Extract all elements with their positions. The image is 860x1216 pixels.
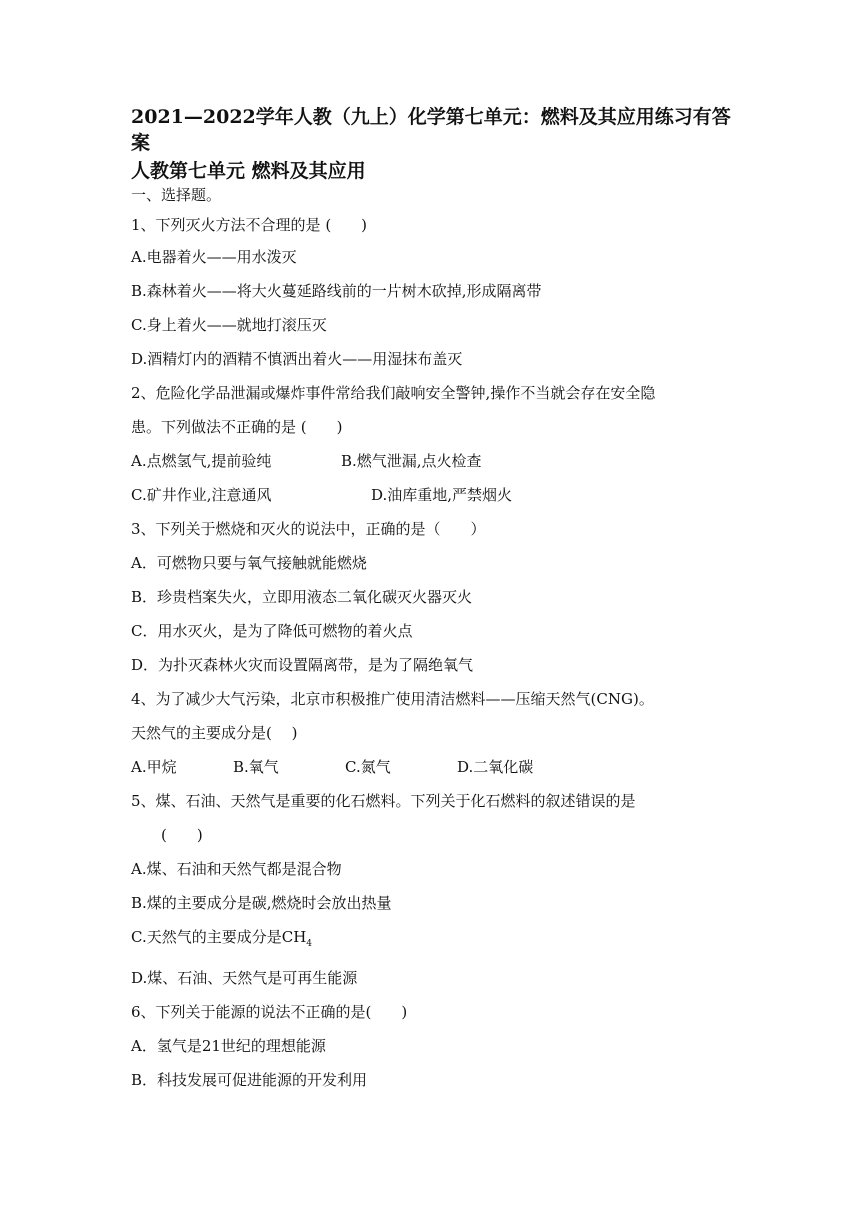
document-title: 2021—2022学年人教（九上）化学第七单元：燃料及其应用练习有答案 [131,106,731,154]
document-subtitle: 人教第七单元 燃料及其应用 [131,160,366,182]
question-3 [131,512,741,682]
option-c-text: C.天然气的主要成分是CH [131,928,307,946]
option-d: D．为扑灭森林火灾而设置隔离带，是为了隔绝氧气 [131,656,474,674]
option-a: A.煤、石油和天然气都是混合物 [131,860,342,878]
option-c: C.身上着火——就地打滚压灭 [131,316,327,334]
option-b: B.氧气 [233,758,279,776]
option-b: B.燃气泄漏,点火检查 [341,452,482,470]
question-stem-line-2: 患。下列做法不正确的是 ( ) [131,418,343,436]
question-4 [131,682,741,784]
question-5 [131,784,741,995]
option-d: D.煤、石油、天然气是可再生能源 [131,969,358,987]
question-2 [131,376,741,512]
option-d: D.酒精灯内的酒精不慎洒出着火——用湿抹布盖灭 [131,350,463,368]
question-stem: 6、下列关于能源的说法不正确的是( ) [131,1003,408,1021]
option-d: D.油库重地,严禁烟火 [371,486,513,504]
option-a: A.甲烷 [131,758,177,776]
section-heading: 一、选择题。 [131,186,222,204]
question-stem-line-1: 2、危险化学品泄漏或爆炸事件常给我们敲响安全警钟,操作不当就会存在安全隐 [131,384,656,402]
subscript-4: 4 [306,939,313,949]
option-b: B.煤的主要成分是碳,燃烧时会放出热量 [131,894,392,912]
option-b: B．科技发展可促进能源的开发利用 [131,1071,368,1089]
option-b: B.森林着火——将大火蔓延路线前的一片树木砍掉,形成隔离带 [131,282,542,300]
option-b: B．珍贵档案失火，立即用液态二氧化碳灭火器灭火 [131,588,473,606]
question-stem: 1、下列灭火方法不合理的是 ( ) [131,216,368,234]
options-row-1 [131,444,741,478]
option-c: C.矿井作业,注意通风 [131,486,272,504]
option-c: C.氮气 [345,758,391,776]
option-a: A．氢气是21世纪的理想能源 [131,1037,326,1055]
question-stem-line-2: 天然气的主要成分是( ) [131,724,298,742]
question-stem: 3、下列关于燃烧和灭火的说法中，正确的是（ ） [131,520,486,538]
question-stem-line-2: ( ) [161,826,203,844]
option-d: D.二氧化碳 [457,758,534,776]
question-stem-line-1: 4、为了减少大气污染，北京市积极推广使用清洁燃料——压缩天然气(CNG)。 [131,690,654,708]
question-6 [131,995,741,1097]
question-1 [131,210,741,376]
option-a: A.电器着火——用水泼灭 [131,248,297,266]
option-a: A.点燃氢气,提前验纯 [131,452,272,470]
option-a: A．可燃物只要与氧气接触就能燃烧 [131,554,367,572]
question-stem-line-1: 5、煤、石油、天然气是重要的化石燃料。下列关于化石燃料的叙述错误的是 [131,792,636,810]
option-c: C．用水灭火，是为了降低可燃物的着火点 [131,622,413,640]
document-body [131,104,741,1097]
options-row-2 [131,478,741,512]
options-row [131,750,741,784]
option-c [131,920,741,961]
